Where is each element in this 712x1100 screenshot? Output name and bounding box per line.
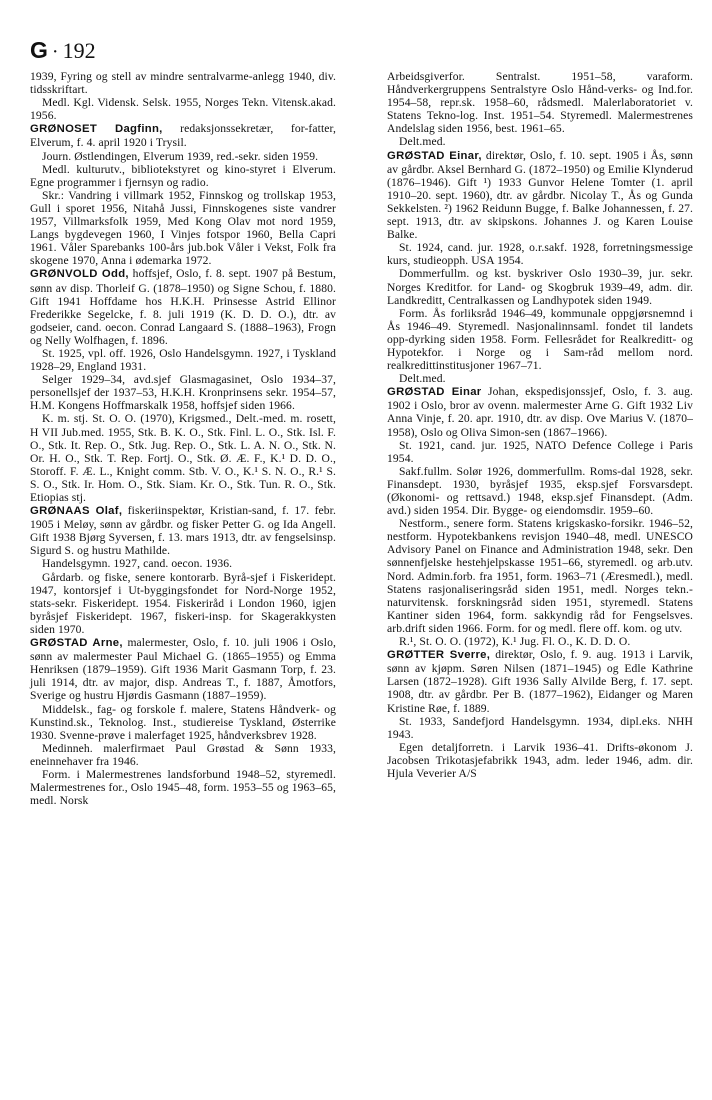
entry-name: GRØTTER Sverre, bbox=[387, 649, 491, 662]
entry-paragraph bbox=[387, 648, 693, 714]
entry-paragraph bbox=[387, 385, 693, 438]
paragraph-text: hoffsjef, Oslo, f. 8. sept. 1907 på Bestum, sønn av disp. Thorleif G. (1878–1950) og Signe Schou, f. 1880. Gift 1941 Hoffdame hos H.K.H. Prinsesse Astrid Ellinor Frederikke Segelcke, f. 8. juli 1919 (K. D. D. O.), dtr. av godseier, cand. oecon. Conrad Langaard S. (1888–1963), Frogn og Nelly Wolfhagen, f. 1896. bbox=[30, 267, 336, 347]
paragraph bbox=[30, 163, 336, 189]
paragraph bbox=[387, 517, 693, 635]
paragraph-text: direktør, Oslo, f. 9. aug. 1913 i Larvik, sønn av kjøpm. Søren Nilsen (1871–1945) og Edle Kathrine Larsen (1872–1928). Gift 1936 Sally Alvilde Berg, f. 17. sept. 1908, dtr. av gårdbr. Per B. (1877–1962), Eidanger og Maren Kristine Røe, f. 1889. bbox=[387, 648, 693, 715]
entry-paragraph bbox=[30, 267, 336, 347]
paragraph bbox=[30, 571, 336, 636]
paragraph-text: Medl. Kgl. Vidensk. Selsk. 1955, Norges Tekn. Vitensk.akad. 1956. bbox=[30, 96, 336, 123]
paragraph bbox=[30, 347, 336, 373]
paragraph bbox=[30, 70, 336, 96]
paragraph-text: Medl. kulturutv., bibliotekstyret og kino-styret i Elverum. Egne programmer i fjernsyn og radio. bbox=[30, 162, 336, 189]
paragraph-text: Nestform., senere form. Statens krigskasko-forsikr. 1946–52, nestform. Hypotekbankens revisjon 1940–48, medl. UNESCO Advisory Panel on Finance and Administration 1948, sekr. Den sønnenfjelske hestehjelpskasse 1951–66, styremedl. og arb.utv. Nord. Admin.forb. fra 1951, form. 1963–71 (Æresmedl.), medl. Statens rasjonaliseringsråd siden 1951, medl. Norges tekn.-naturvitensk. forskningsråd siden 1951, styremedl. Statens Kantiner siden 1964, form. sakkyndig råd for Fengselsves. arb.drift siden 1966. Form. for og medl. flere off. kom. og utv. bbox=[387, 517, 693, 635]
paragraph-text: Selger 1929–34, avd.sjef Glasmagasinet, Oslo 1934–37, personellsjef der 1937–53, H.K.H. Kronprinsens sekr. 1954–57, H.M. Kongens Hoffmarskalk 1958, hoffsjef siden 1966. bbox=[30, 373, 336, 413]
header-separator: · bbox=[51, 41, 59, 63]
paragraph-text: Gårdarb. og fiske, senere kontorarb. Byrå-sjef i Fiskeridept. 1947, kontorsjef i Ut-byggingsfondet for Nord-Norge 1952, stats-sekr. Fiskeridept. 1954. Fiskeriråd i London 1960, igjen byråsjef Fiskeridept. 1967, fiskeri-insp. for Skagerakkysten siden 1970. bbox=[30, 570, 336, 636]
paragraph bbox=[30, 412, 336, 504]
entry-name: GRØNAAS Olaf, bbox=[30, 505, 123, 518]
paragraph-text: Egen detaljforretn. i Larvik 1936–41. Drifts-økonom J. Jacobsen Trikotasjefabrikk 1943, adm. leder 1946, adm. dir. Hjula Veverier A/S bbox=[387, 740, 693, 780]
paragraph-text: Medinneh. malerfirmaet Paul Grøstad & Sønn 1933, eneinnehaver fra 1946. bbox=[30, 741, 336, 768]
paragraph-text: Dommerfullm. og kst. byskriver Oslo 1930–39, jur. sekr. Norges Kreditfor. for Land- og Skogbruk 1939–49, adm. dir. Landkreditt, Centralkassen og Landhypotek siden 1949. bbox=[387, 267, 693, 307]
paragraph bbox=[387, 372, 693, 385]
paragraph bbox=[387, 70, 693, 135]
entry-name: GRØSTAD Einar bbox=[387, 386, 482, 399]
paragraph-text: Delt.med. bbox=[399, 135, 446, 149]
paragraph bbox=[30, 768, 336, 807]
paragraph bbox=[30, 373, 336, 412]
section-letter: G bbox=[30, 37, 48, 63]
paragraph-text: St. 1924, cand. jur. 1928, o.r.sakf. 1928, forretningsmessige kurs, studieopph. USA 1954. bbox=[387, 241, 693, 268]
paragraph-text: Middelsk., fag- og forskole f. malere, Statens Håndverk- og Kunstind.sk., Teknolog. Inst., studiereise Tyskland, Østerrike 1930. Svenne-prøve i malerfaget 1925, håndverksbrev 1928. bbox=[30, 702, 336, 742]
paragraph bbox=[387, 465, 693, 517]
paragraph-text: Delt.med. bbox=[399, 372, 446, 386]
paragraph-text: St. 1921, cand. jur. 1925, NATO Defence College i Paris 1954. bbox=[387, 438, 693, 465]
paragraph bbox=[30, 703, 336, 742]
paragraph bbox=[30, 189, 336, 268]
paragraph-text: St. 1933, Sandefjord Handelsgymn. 1934, dipl.eks. NHH 1943. bbox=[387, 714, 693, 741]
paragraph-text: 1939, Fyring og stell av mindre sentralvarme-anlegg 1940, div. tidsskriftart. bbox=[30, 70, 336, 97]
entry-name: GRØNOSET Dagfinn, bbox=[30, 123, 163, 136]
entry-name: GRØSTAD Arne, bbox=[30, 637, 123, 650]
paragraph-text: K. m. stj. St. O. O. (1970), Krigsmed., Delt.-med. m. rosett, H VII Jub.med. 1955, Stk. B. K. O., Stk. Finl. L. O., Stk. Isl. F. O., Stk. It. Rep. O., Stk. Jug. Rep. O., Stk. L. A. N. O., Stk. N. Or. H. O., Stk. T. Rep. Fortj. O., Stk. Ø. Æ. F., K.¹ D. D. O., Storoff. F. Æ. L., Knight comm. Stb. V. O., K.¹ S. N. O., R.¹ S. S. O., Stk. Ir. Hom. O., Stk. Siam. Kr. O., Stk. Tun. R. O., Stk. Etiopias stj. bbox=[30, 412, 336, 504]
entry-paragraph bbox=[30, 636, 336, 702]
paragraph-text: malermester, Oslo, f. 10. juli 1906 i Oslo, sønn av malermester Paul Michael G. (1865–1955) og Emma Henriksen (1879–1959). Gift 1936 Marit Gasmann Torp, f. 23. juli 1914, dtr. av major, disp. Andreas T., f. 1887, Åmotfors, Sverige og hustru Hjørdis Gasmann (1887–1959). bbox=[30, 636, 336, 703]
paragraph bbox=[387, 241, 693, 267]
entry-name: GRØNVOLD Odd, bbox=[30, 268, 129, 281]
paragraph bbox=[387, 267, 693, 306]
paragraph-text: Arbeidsgiverfor. Sentralst. 1951–58, varaform. Håndverkergruppens Sentralstyre Oslo Hånd-verks- og Ind.for. 1954–58, repr.sk. 1958–60, rådsmedl. Malerlaboratoriet v. Statens Tekno-log. Inst. 1951–54. Styremedl. Malermestrenes Andelslag siden 1956, best. 1961–65. bbox=[387, 70, 693, 136]
paragraph-text: Sakf.fullm. Solør 1926, dommerfullm. Roms-dal 1928, sekr. Finansdept. 1930, byråsjef 1935, eksp.sjef Forsvarsdept. (Økonomi- og rettsavd.) 1948, eksp.sjef Finansdept. (Adm. avd.) siden 1954. Dir. Bygge- og eiendomsdir. 1959–60. bbox=[387, 464, 693, 518]
paragraph-text: Journ. Østlendingen, Elverum 1939, red.-sekr. siden 1959. bbox=[42, 149, 319, 163]
paragraph bbox=[387, 439, 693, 465]
page-number: 192 bbox=[62, 38, 96, 63]
paragraph bbox=[387, 715, 693, 741]
paragraph-text: Skr.: Vandring i villmark 1952, Finnskog og trollskap 1953, Gull i sporet 1956, Nitahå Jussi, Finnskogenes siste vandrer 1957, Villmarksfolk 1959, Med Kong Olav mot nord 1959, Langs bygdevegen 1960, I Vinjes fotspor 1960, Bella Capri 1961. Våler Sparebanks 100-års jub.bok Våler i Vekst, Folk fra skogene 1970, Anna i ødemarka 1972. bbox=[30, 188, 336, 268]
paragraph-text: redaksjonssekretær, for-fatter, Elverum, f. 4. april 1920 i Trysil. bbox=[30, 122, 336, 150]
paragraph bbox=[387, 741, 693, 780]
paragraph-text: direktør, Oslo, f. 10. sept. 1905 i Ås, sønn av gårdbr. Aksel Bernhard G. (1872–1950) og Emilie Klynderud (1876–1946). Gift ¹) 1933 Gunvor Helene Tomter (1. april 1910–20. sept. 1960), dtr. av gårdbr. Nicolay T., Ås og Gunda Sekkelsten. ²) 1962 Reidunn Bugge, f. Balke Johannessen, f. 27. sept. 1913, dtr. av skipskons. Johannes J. og Karen Louise Balke. bbox=[387, 148, 693, 242]
paragraph bbox=[30, 96, 336, 122]
paragraph bbox=[30, 742, 336, 768]
paragraph bbox=[30, 557, 336, 570]
entry-paragraph bbox=[30, 504, 336, 557]
paragraph-text: fiskeriinspektør, Kristian-sand, f. 17. febr. 1905 i Meløy, sønn av gårdbr. og fisker Petter G. og Ida Angell. Gift 1938 Bjørg Syversen, f. 13. mars 1913, dtr. av fengselsinsp. Sigurd S. og hustru Mathilde. bbox=[30, 504, 336, 558]
page-header bbox=[30, 38, 96, 64]
paragraph bbox=[30, 150, 336, 163]
paragraph-text: Form. i Malermestrenes landsforbund 1948–52, styremedl. Malermestrenes for., Oslo 1945–48, form. 1953–55 og 1963–65, medl. Norsk bbox=[30, 767, 336, 808]
entry-name: GRØSTAD Einar, bbox=[387, 149, 482, 162]
paragraph-text: Form. Ås forliksråd 1946–49, kommunale oppgjørsnemnd i Ås 1946–49. Styremedl. Nasjonalinnsaml. fondet til landets opp-dyrking siden 1958. Form. Fellesrådet for Realkreditt- og Hypotekfor. i Norge og i Sam-råd mellom nord. realkredittinstitusjoner 1967–71. bbox=[387, 306, 693, 373]
paragraph-text: Handelsgymn. 1927, cand. oecon. 1936. bbox=[42, 557, 233, 571]
paragraph bbox=[387, 307, 693, 372]
paragraph-text: St. 1925, vpl. off. 1926, Oslo Handelsgymn. 1927, i Tyskland 1928–29, England 1931. bbox=[30, 346, 336, 374]
paragraph bbox=[387, 635, 693, 648]
entry-paragraph bbox=[30, 122, 336, 149]
right-column bbox=[387, 70, 693, 780]
entry-paragraph bbox=[387, 149, 693, 242]
paragraph-text: R.¹, St. O. O. (1972), K.¹ Jug. Fl. O., K. D. D. O. bbox=[399, 635, 631, 649]
left-column bbox=[30, 70, 336, 807]
paragraph-text: Johan, ekspedisjonssjef, Oslo, f. 3. aug. 1902 i Oslo, bror av ovenn. malermester Arne G. Gift 1932 Liv Anna Vinje, f. 20. apr. 1910, dtr. av disp. Ove Marius V. (1870–1958), Oslo og Oliva Simon-sen (1867–1966). bbox=[387, 385, 694, 439]
paragraph bbox=[387, 135, 693, 148]
